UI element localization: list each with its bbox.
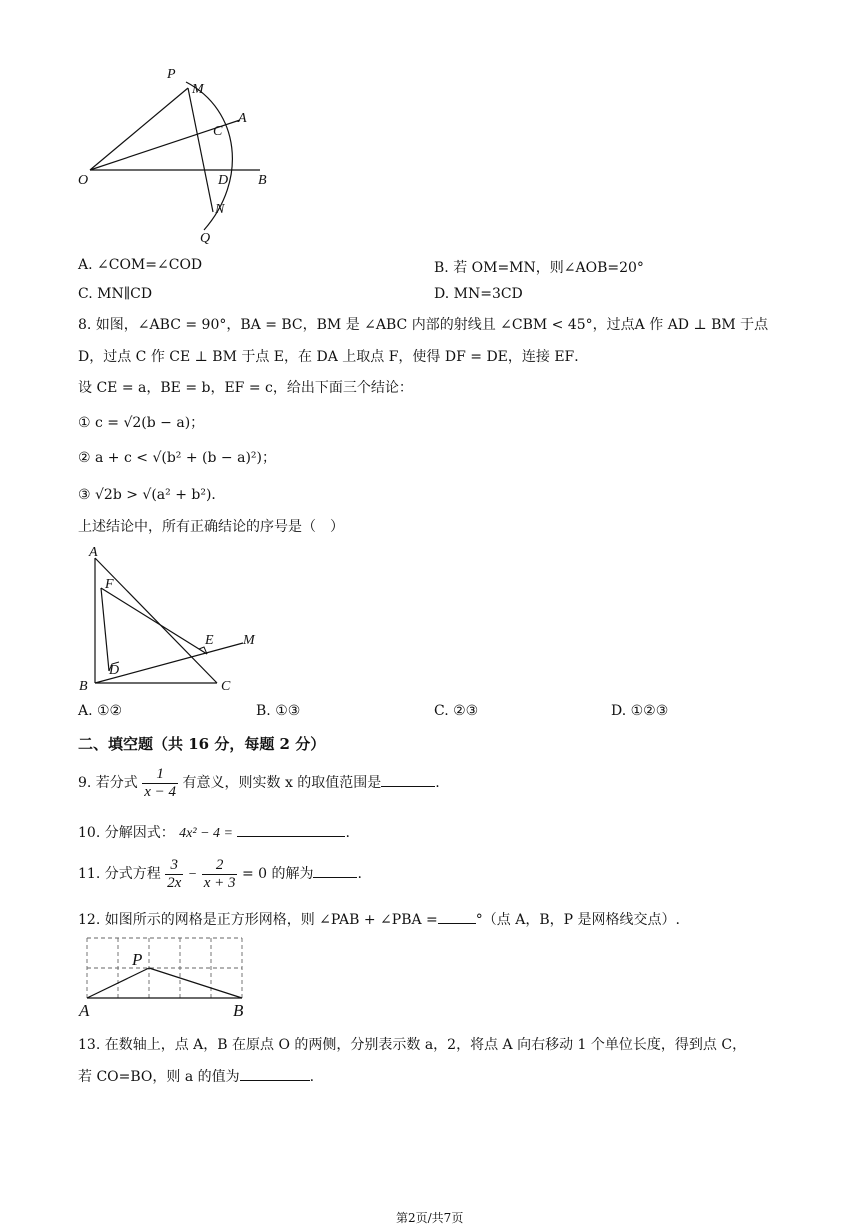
fig7-label-B: B (258, 173, 267, 188)
q11-answer-blank[interactable] (313, 877, 357, 878)
q10-expr: 4x² − 4 = (179, 826, 233, 841)
q11-fraction-1 (165, 857, 183, 891)
q7-figure (70, 60, 280, 250)
fig7-label-C: C (213, 124, 223, 139)
q9-denominator: x − 4 (144, 783, 177, 800)
q9-end: . (435, 775, 440, 791)
fig7-label-D: D (218, 173, 229, 188)
fig7-label-N: N (215, 202, 225, 217)
fig7-label-O: O (78, 173, 89, 188)
q9 (78, 766, 440, 800)
q10-answer-blank[interactable] (237, 836, 345, 837)
fig8-label-D: D (109, 663, 120, 678)
q13-line2-wrap (78, 1066, 314, 1086)
fig12-label-B: B (233, 1001, 244, 1020)
q7-option-b: B. 若 OM=MN，则∠AOB=20° (434, 260, 644, 276)
q8-figure (75, 540, 275, 700)
fig8-label-M: M (243, 633, 255, 648)
q8-option-c: C. ②③ (434, 703, 479, 719)
q12-post: °（点 A，B，P 是网格线交点）. (475, 912, 680, 928)
q11-minus: − (187, 867, 198, 882)
q11-end: . (357, 866, 362, 882)
q10 (78, 822, 350, 842)
fig7-label-A: A (238, 111, 247, 126)
q12-pre: 12. 如图所示的网格是正方形网格，则 ∠PAB + ∠PBA = (78, 912, 438, 928)
q10-pre: 10. 分解因式： (78, 825, 175, 841)
q8-conclusion-1: ① c = √2(b − a)； (78, 415, 205, 431)
q12-answer-blank[interactable] (438, 923, 476, 924)
q8-line2: D，过点 C 作 CE ⊥ BM 于点 E，在 DA 上取点 F，使得 DF = DE，连接 EF． (78, 349, 589, 365)
q9-numerator: 1 (142, 766, 178, 784)
fig7-label-P: P (167, 67, 176, 82)
q12-figure (75, 934, 265, 1020)
q8-option-d: D. ①②③ (611, 703, 669, 719)
section-title: 二、填空题（共 16 分，每题 2 分） (78, 735, 326, 753)
q11-n1: 3 (165, 857, 183, 875)
fig8-label-F: F (105, 577, 114, 592)
q8-option-b: B. ①③ (256, 703, 301, 719)
fig8-label-C: C (221, 679, 231, 694)
q7-option-d: D. MN=3CD (434, 286, 523, 302)
q8-line1: 8. 如图，∠ABC = 90°，BA = BC，BM 是 ∠ABC 内部的射线且 ∠CBM < 45°，过点A 作 AD ⊥ BM 于点 (78, 317, 769, 333)
q9-post: 有意义，则实数 x 的取值范围是 (182, 775, 382, 791)
q11 (78, 857, 362, 891)
q12 (78, 909, 680, 929)
fig8-label-E: E (205, 633, 214, 648)
q13-end: . (309, 1069, 315, 1085)
q11-d2: x + 3 (203, 874, 236, 891)
q13-answer-blank[interactable] (240, 1080, 310, 1081)
q7-option-c: C. MN∥CD (78, 286, 153, 302)
fig7-label-M: M (192, 82, 204, 97)
q11-eq: = 0 的解为 (241, 866, 314, 882)
q13-line1: 13. 在数轴上，点 A，B 在原点 O 的两侧，分别表示数 a，2，将点 A 向右移动 1 个单位长度，得到点 C， (78, 1037, 747, 1053)
q11-pre: 11. 分式方程 (78, 866, 161, 882)
fig12-label-P: P (132, 950, 143, 969)
q13-line2: 若 CO=BO，则 a 的值为 (78, 1069, 240, 1085)
q8-option-a: A. ①② (78, 703, 123, 719)
fig8-label-B: B (79, 679, 88, 694)
q8-line3: 设 CE = a，BE = b，EF = c，给出下面三个结论： (78, 380, 413, 396)
q11-fraction-2 (202, 857, 238, 891)
q10-end: . (345, 825, 350, 841)
q8-conclusion-3: ③ √2b > √(a² + b²)． (78, 487, 226, 503)
q11-d1: 2x (167, 874, 182, 891)
q9-fraction (142, 766, 178, 800)
q8-question: 上述结论中，所有正确结论的序号是（ ） (78, 519, 344, 535)
q11-n2: 2 (202, 857, 238, 875)
q9-answer-blank[interactable] (381, 786, 435, 787)
q9-pre: 9. 若分式 (78, 775, 138, 791)
q8-conclusion-2: ② a + c < √(b² + (b − a)²)； (78, 450, 276, 466)
page-footer: 第2页/共7页 (396, 1211, 464, 1225)
fig7-label-Q: Q (200, 231, 211, 246)
fig12-label-A: A (79, 1001, 90, 1020)
q7-option-a: A. ∠COM=∠COD (78, 257, 203, 273)
fig8-label-A: A (89, 545, 98, 560)
